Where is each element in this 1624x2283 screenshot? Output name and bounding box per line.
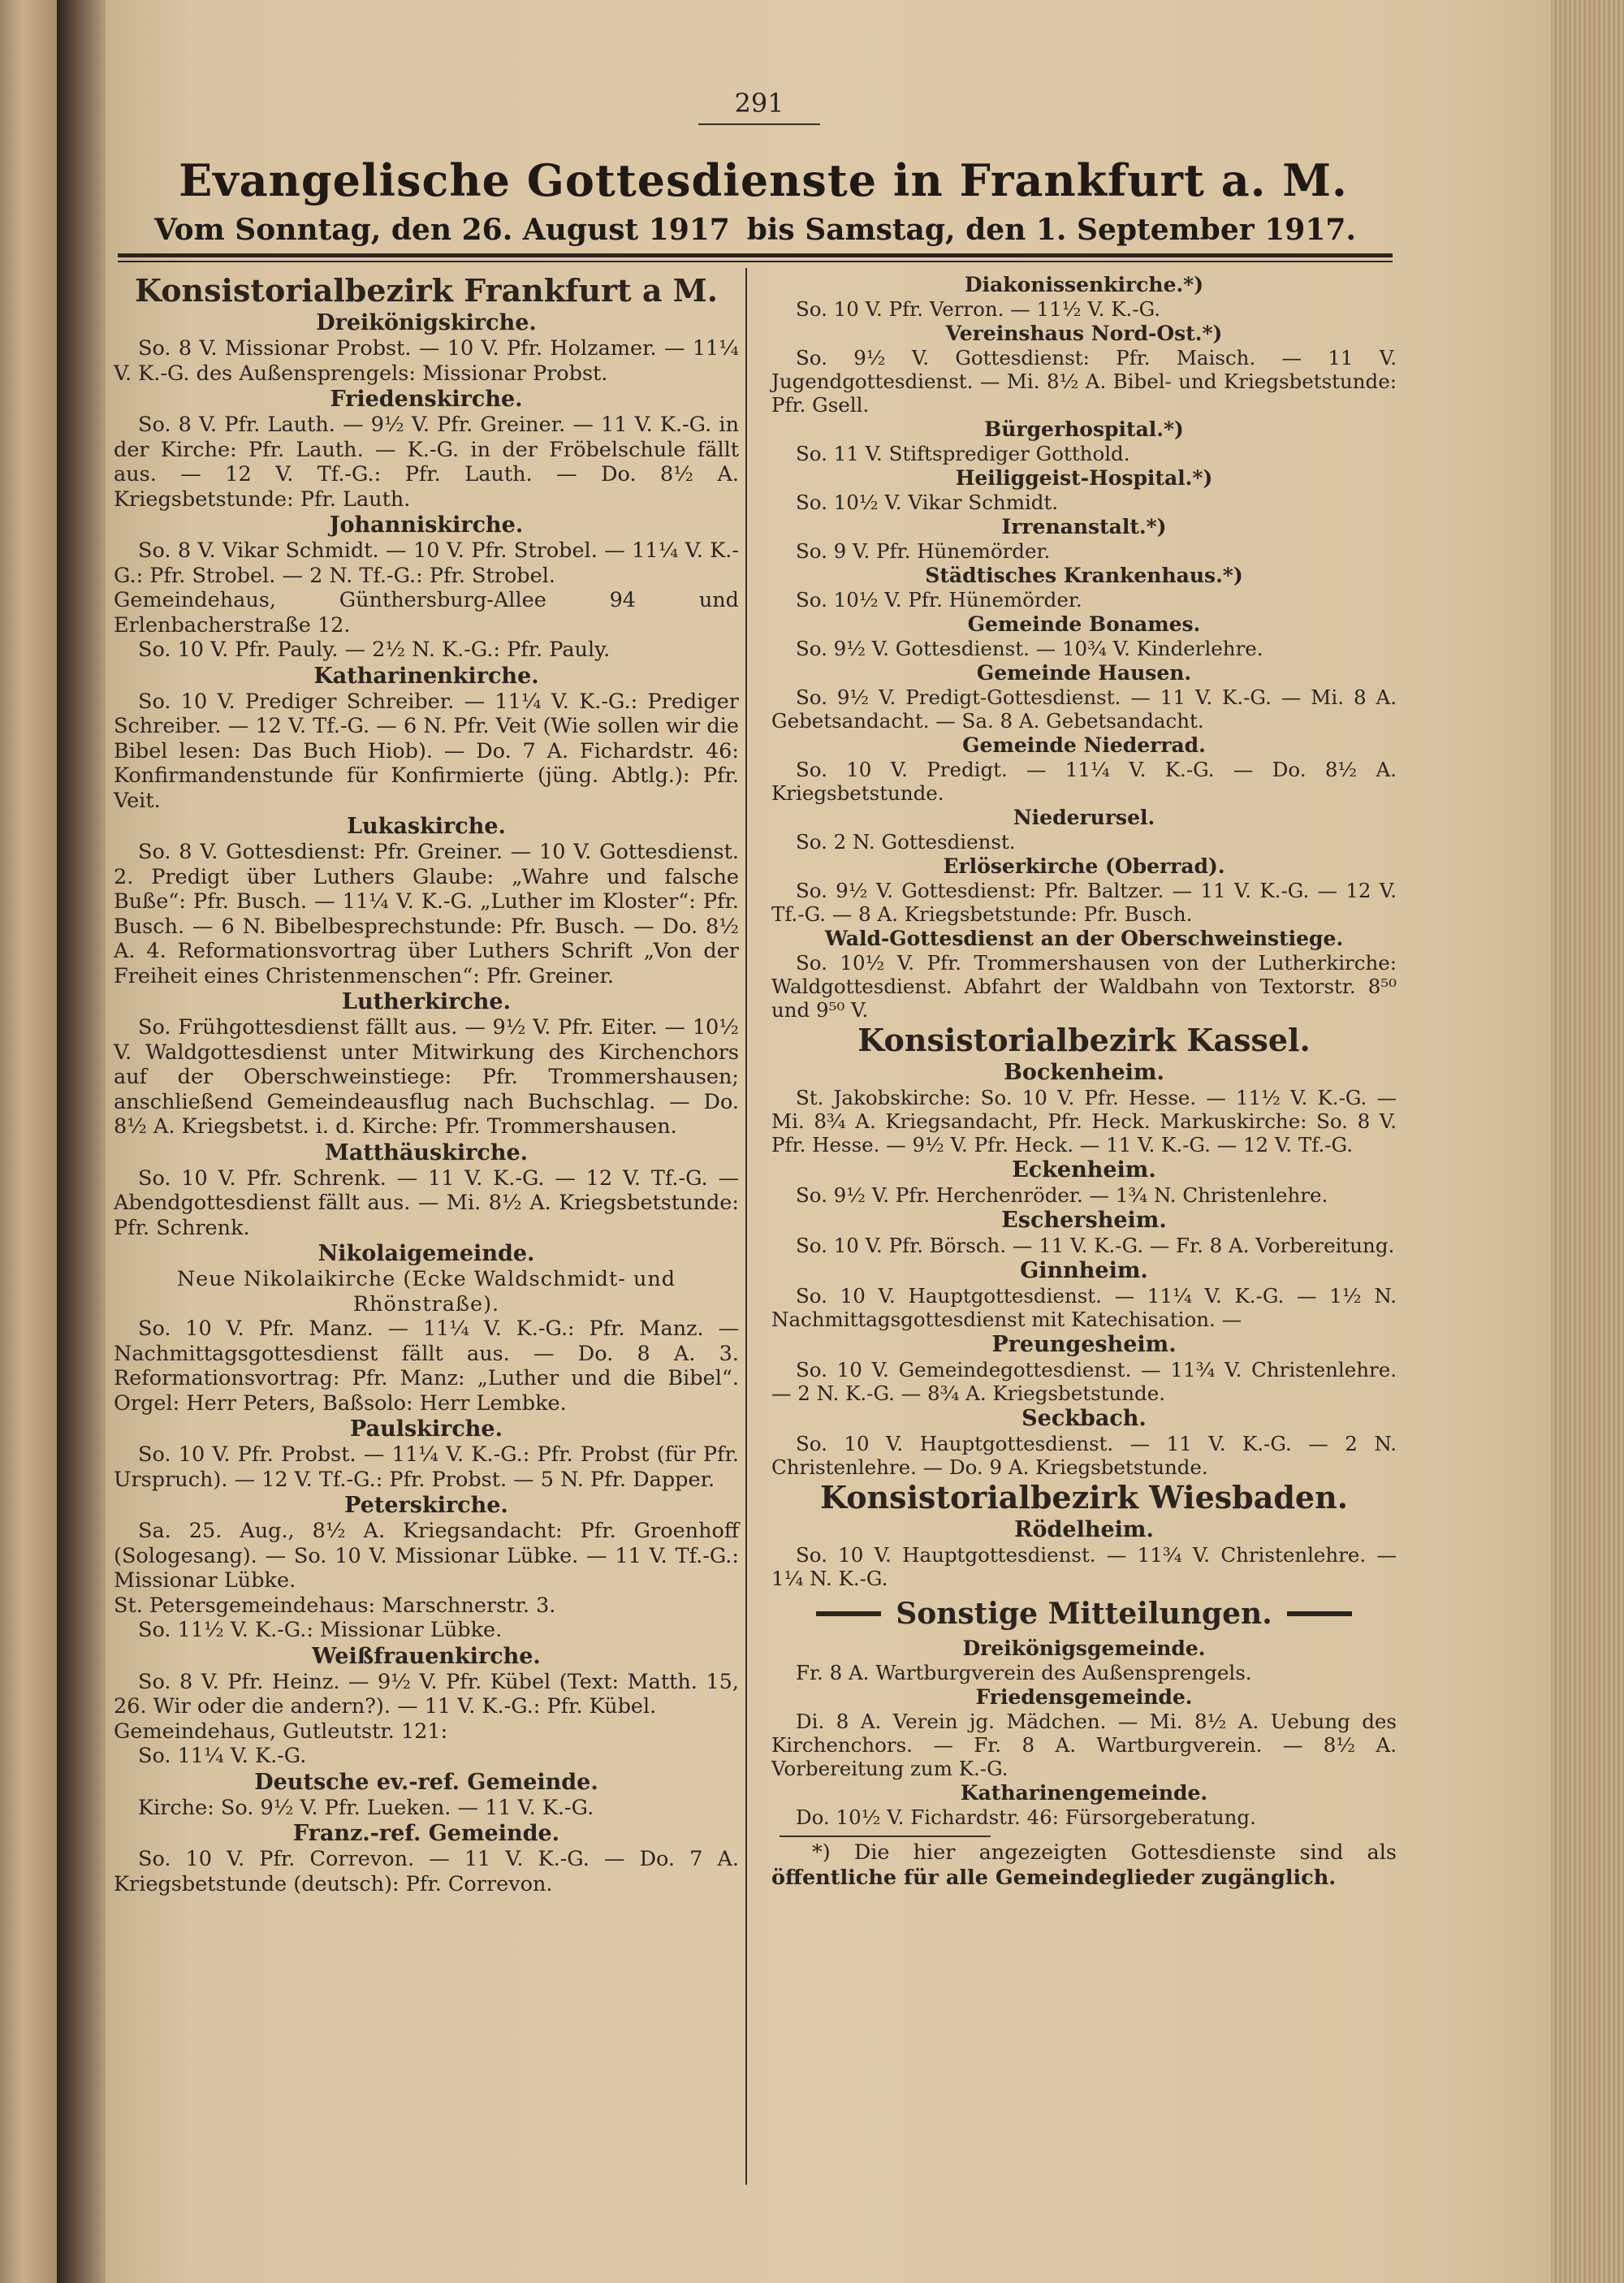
footnote bbox=[771, 1840, 1397, 1890]
service-text: So. 10 V. Pfr. Schrenk. — 11 V. K.-G. — 12 V. Tf.-G. — Abendgottesdienst fällt aus. — Mi. 8½ A. Kriegsbetstunde: Pfr. Schrenk. bbox=[114, 1165, 739, 1240]
church-heading: Katharinengemeinde. bbox=[960, 1781, 1208, 1805]
service-text: So. 10 V. Pfr. Börsch. — 11 V. K.-G. — Fr. 8 A. Vorbereitung. bbox=[796, 1234, 1395, 1257]
church-heading: Gemeinde Niederrad. bbox=[962, 733, 1206, 757]
church-heading: Eschersheim. bbox=[1001, 1208, 1167, 1233]
service-text: So. 9½ V. Gottesdienst: Pfr. Baltzer. — 11 V. K.-G. — 12 V. Tf.-G. — 8 A. Kriegsbetstunde: Pfr. Busch. bbox=[771, 879, 1397, 926]
service-text: So. 11½ V. K.-G.: Missionar Lübke. bbox=[138, 1618, 503, 1642]
footnote-bold: öffentliche für alle Gemeindeglieder zugänglich. bbox=[771, 1865, 1337, 1890]
church-heading: Bürgerhospital.*) bbox=[984, 417, 1184, 441]
page-stack-edge bbox=[1551, 0, 1624, 2283]
service-text: So. 10 V. Pfr. Manz. — 11¼ V. K.-G.: Pfr. Manz. — Nachmittagsgottesdienst fällt aus. — Do. 8 A. 3. Reformationsvortrag: Pfr. Manz: „Luther und die Bibel“. Orgel: Herr Peters, Baßsolo: Herr Lembke. bbox=[114, 1317, 739, 1416]
left-entries bbox=[114, 309, 739, 1896]
service-text: Fr. 8 A. Wartburgverein des Außensprengels. bbox=[796, 1661, 1252, 1684]
district-heading: Konsistorialbezirk Frankfurt a M. bbox=[135, 272, 718, 309]
service-text: So. 10½ V. Pfr. Hünemörder. bbox=[796, 588, 1082, 612]
church-heading: Diakonissenkirche.*) bbox=[964, 273, 1204, 296]
church-heading: Dreikönigskirche. bbox=[316, 310, 537, 335]
service-text: So. 10 V. Hauptgottesdienst. — 11¾ V. Christenlehre. — 1¼ N. K.-G. bbox=[771, 1543, 1397, 1590]
column-divider bbox=[745, 268, 747, 2185]
church-heading: Deutsche ev.-ref. Gemeinde. bbox=[254, 1769, 598, 1795]
church-heading: Städtisches Krankenhaus.*) bbox=[925, 564, 1243, 587]
service-text: So. 10 V. Gemeindegottesdienst. — 11¾ V. Christenlehre. — 2 N. K.-G. — 8¾ A. Kriegsbetstunde. bbox=[771, 1358, 1397, 1405]
service-text: So. 9 V. Pfr. Hünemörder. bbox=[796, 539, 1051, 563]
service-text: Di. 8 A. Verein jg. Mädchen. — Mi. 8½ A. Uebung des Kirchenchors. — Fr. 8 A. Wartburgverein. — 8½ A. Vorbereitung zum K.-G. bbox=[771, 1710, 1397, 1780]
service-text: So. 10 V. Predigt. — 11¼ V. K.-G. — Do. 8½ A. Kriegsbetstunde. bbox=[771, 758, 1397, 805]
church-heading: Franz.-ref. Gemeinde. bbox=[292, 1821, 560, 1846]
service-text: So. 8 V. Pfr. Lauth. — 9½ V. Pfr. Greiner. — 11 V. K.-G. in der Kirche: Pfr. Lauth. — K.-G. in der Fröbelschule fällt aus. — 12 V. Tf.-G.: Pfr. Lauth. — Do. 8½ A. Kriegsbetstunde: Pfr. Lauth. bbox=[114, 413, 739, 512]
church-heading: Vereinshaus Nord-Ost.*) bbox=[945, 322, 1223, 345]
church-heading: Dreikönigsgemeinde. bbox=[962, 1637, 1206, 1660]
book-gutter bbox=[57, 0, 106, 2283]
church-heading: Eckenheim. bbox=[1012, 1157, 1156, 1183]
misc-bar-left bbox=[816, 1611, 881, 1616]
service-text: So. 11¼ V. K.-G. bbox=[138, 1744, 307, 1768]
service-text: So. 10 V. Prediger Schreiber. — 11¼ V. K.-G.: Prediger Schreiber. — 12 V. Tf.-G. — 6 N. Pfr. Veit (Wie sollen wir die Bibel lesen: Das Buch Hiob). — Do. 7 A. Fichardstr. 46: Konfirmandenstunde für Konfirmierte (jüng. Abtlg.): Pfr. Veit. bbox=[114, 689, 739, 813]
church-heading: Peterskirche. bbox=[344, 1493, 508, 1518]
service-text: So. 2 N. Gottesdienst. bbox=[796, 830, 1016, 854]
service-text: So. 9½ V. Predigt-Gottesdienst. — 11 V. K.-G. — Mi. 8 A. Gebetsandacht. — Sa. 8 A. Gebetsandacht. bbox=[771, 685, 1397, 733]
service-text: So. 10 V. Hauptgottesdienst. — 11 V. K.-G. — 2 N. Christenlehre. — Do. 9 A. Kriegsbetstunde. bbox=[771, 1432, 1397, 1479]
service-text: So. 10 V. Pfr. Pauly. — 2½ N. K.-G.: Pfr. Pauly. bbox=[138, 638, 611, 662]
service-text: So. 10 V. Pfr. Correvon. — 11 V. K.-G. — Do. 7 A. Kriegsbetstunde (deutsch): Pfr. Correvon. bbox=[114, 1847, 739, 1896]
service-text: So. 10 V. Pfr. Probst. — 11¼ V. K.-G.: Pfr. Probst (für Pfr. Urspruch). — 12 V. Tf.-G.: Pfr. Probst. — 5 N. Pfr. Dapper. bbox=[114, 1442, 739, 1492]
footnote-text: *) Die hier angezeigten Gottesdienste sind als bbox=[812, 1840, 1397, 1865]
location-subheading: Neue Nikolaikirche (Ecke Waldschmidt- und Rhönstraße). bbox=[176, 1267, 676, 1317]
church-heading: Niederursel. bbox=[1013, 806, 1155, 829]
page-title: Evangelische Gottesdienste in Frankfurt a. M. bbox=[179, 154, 1348, 206]
church-heading: Matthäuskirche. bbox=[324, 1139, 529, 1165]
service-text: So. 8 V. Pfr. Heinz. — 9½ V. Pfr. Kübel (Text: Matth. 15, 26. Wir oder die andern?). — 11 V. K.-G.: Pfr. Kübel. bbox=[114, 1669, 739, 1719]
page-number: 291 bbox=[734, 88, 784, 119]
right-column bbox=[771, 272, 1397, 1890]
location-subheading: Gemeindehaus, Gutleutstr. 121: bbox=[114, 1719, 448, 1744]
service-text: So. 8 V. Gottesdienst: Pfr. Greiner. — 10 V. Gottesdienst. 2. Predigt über Luthers Glaube: „Wahre und falsche Buße“: Pfr. Busch. — 11¼ V. K.-G. „Luther im Kloster“: Pfr. Busch. — 6 N. Bibelbesprechstunde: Pfr. Busch. — Do. 8½ A. 4. Reformationsvortrag über Luthers Schrift „Von der Freiheit eines Christenmenschen“: Pfr. Greiner. bbox=[114, 840, 739, 988]
service-text: So. 10 V. Pfr. Verron. — 11½ V. K.-G. bbox=[796, 297, 1161, 321]
footnote-rule bbox=[780, 1835, 991, 1837]
district-heading: Konsistorialbezirk Kassel. bbox=[857, 1022, 1311, 1058]
right-entries bbox=[771, 272, 1397, 1022]
service-text: Do. 10½ V. Fichardstr. 46: Fürsorgeberatung. bbox=[796, 1805, 1256, 1829]
church-heading: Lukaskirche. bbox=[347, 814, 506, 839]
service-text: So. 10 V. Hauptgottesdienst. — 11¼ V. K.-G. — 1½ N. Nachmittagsgottesdienst mit Katechisation. — bbox=[771, 1284, 1397, 1331]
header-rule-thick bbox=[118, 253, 1393, 257]
service-text: So. 9½ V. Gottesdienst. — 10¾ V. Kinderlehre. bbox=[796, 637, 1263, 660]
service-text: Sa. 25. Aug., 8½ A. Kriegsandacht: Pfr. Groenhoff (Sologesang). — So. 10 V. Missionar Lübke. — 11 V. Tf.-G.: Missionar Lübke. bbox=[114, 1519, 739, 1593]
misc-entries bbox=[771, 1636, 1397, 1829]
church-heading: Lutherkirche. bbox=[342, 989, 511, 1014]
service-text: So. 9½ V. Gottesdienst: Pfr. Maisch. — 11 V. Jugendgottesdienst. — Mi. 8½ A. Bibel- und Kriegsbetstunde: Pfr. Gsell. bbox=[771, 346, 1397, 417]
service-text: St. Jakobskirche: So. 10 V. Pfr. Hesse. — 11½ V. K.-G. — Mi. 8¾ A. Kriegsandacht, Pfr. Heck. Markuskirche: So. 8 V. Pfr. Hesse. — 9½ V. Pfr. Heck. — 11 V. K.-G. — 12 V. Tf.-G. bbox=[771, 1086, 1397, 1157]
misc-bar-right bbox=[1287, 1611, 1352, 1616]
location-subheading: Gemeindehaus, Günthersburg-Allee 94 und Erlenbacherstraße 12. bbox=[114, 588, 739, 638]
church-heading: Friedensgemeinde. bbox=[975, 1685, 1193, 1709]
service-text: So. 9½ V. Pfr. Herchenröder. — 1¾ N. Christenlehre. bbox=[796, 1183, 1328, 1207]
left-column bbox=[114, 272, 739, 1896]
church-heading: Friedenskirche. bbox=[330, 387, 523, 412]
church-heading: Gemeinde Bonames. bbox=[967, 612, 1201, 636]
church-heading: Erlöserkirche (Oberrad). bbox=[943, 854, 1225, 878]
church-heading: Preungesheim. bbox=[991, 1332, 1177, 1357]
church-heading: Nikolaigemeinde. bbox=[317, 1241, 535, 1266]
service-text: So. 10½ V. Vikar Schmidt. bbox=[796, 491, 1059, 514]
kassel-entries bbox=[771, 1059, 1397, 1479]
date-to: bis Samstag, den 1. September 1917. bbox=[746, 213, 1356, 247]
church-heading: Wald-Gottesdienst an der Oberschweinstiege. bbox=[824, 927, 1344, 950]
church-heading: Ginnheim. bbox=[1020, 1258, 1148, 1283]
service-text: So. 10½ V. Pfr. Trommershausen von der Lutherkirche: Waldgottesdienst. Abfahrt der Waldbahn von Textorstr. 8⁵⁰ und 9⁵⁰ V. bbox=[771, 951, 1397, 1022]
church-heading: Weißfrauenkirche. bbox=[312, 1643, 541, 1669]
church-heading: Irrenanstalt.*) bbox=[1001, 515, 1167, 538]
page-number-rule bbox=[698, 123, 820, 125]
church-heading: Gemeinde Hausen. bbox=[976, 661, 1192, 685]
location-subheading: St. Petersgemeindehaus: Marschnerstr. 3. bbox=[114, 1593, 556, 1618]
church-heading: Johanniskirche. bbox=[329, 512, 524, 538]
church-heading: Paulskirche. bbox=[350, 1416, 503, 1442]
service-text: So. 8 V. Missionar Probst. — 10 V. Pfr. Holzamer. — 11¼ V. K.-G. des Außensprengels: Missionar Probst. bbox=[114, 336, 739, 386]
wiesbaden-entries bbox=[771, 1516, 1397, 1590]
church-heading: Rödelheim. bbox=[1014, 1517, 1154, 1542]
service-text: Kirche: So. 9½ V. Pfr. Lueken. — 11 V. K.-G. bbox=[138, 1795, 594, 1820]
header-rule-thin bbox=[118, 261, 1393, 262]
service-text: So. Frühgottesdienst fällt aus. — 9½ V. Pfr. Eiter. — 10½ V. Waldgottesdienst unter Mitwirkung des Kirchenchors auf der Oberschweinstiege: Pfr. Trommershausen; anschließend Gemeindeausflug nach Buchschlag. — Do. 8½ A. Kriegsbetst. i. d. Kirche: Pfr. Trommershausen. bbox=[114, 1015, 739, 1139]
misc-heading bbox=[771, 1595, 1397, 1632]
district-heading: Konsistorialbezirk Wiesbaden. bbox=[820, 1479, 1348, 1516]
service-text: So. 11 V. Stiftsprediger Gotthold. bbox=[796, 442, 1130, 465]
adjacent-page-edge bbox=[0, 0, 57, 2283]
church-heading: Heiliggeist-Hospital.*) bbox=[955, 466, 1213, 490]
church-heading: Bockenheim. bbox=[1004, 1060, 1164, 1085]
misc-title: Sonstige Mitteilungen. bbox=[896, 1597, 1272, 1631]
service-text: So. 8 V. Vikar Schmidt. — 10 V. Pfr. Strobel. — 11¼ V. K.-G.: Pfr. Strobel. — 2 N. Tf.-G.: Pfr. Strobel. bbox=[114, 538, 739, 588]
date-from: Vom Sonntag, den 26. August 1917 bbox=[154, 213, 730, 247]
church-heading: Katharinenkirche. bbox=[313, 663, 539, 689]
church-heading: Seckbach. bbox=[1021, 1406, 1147, 1431]
